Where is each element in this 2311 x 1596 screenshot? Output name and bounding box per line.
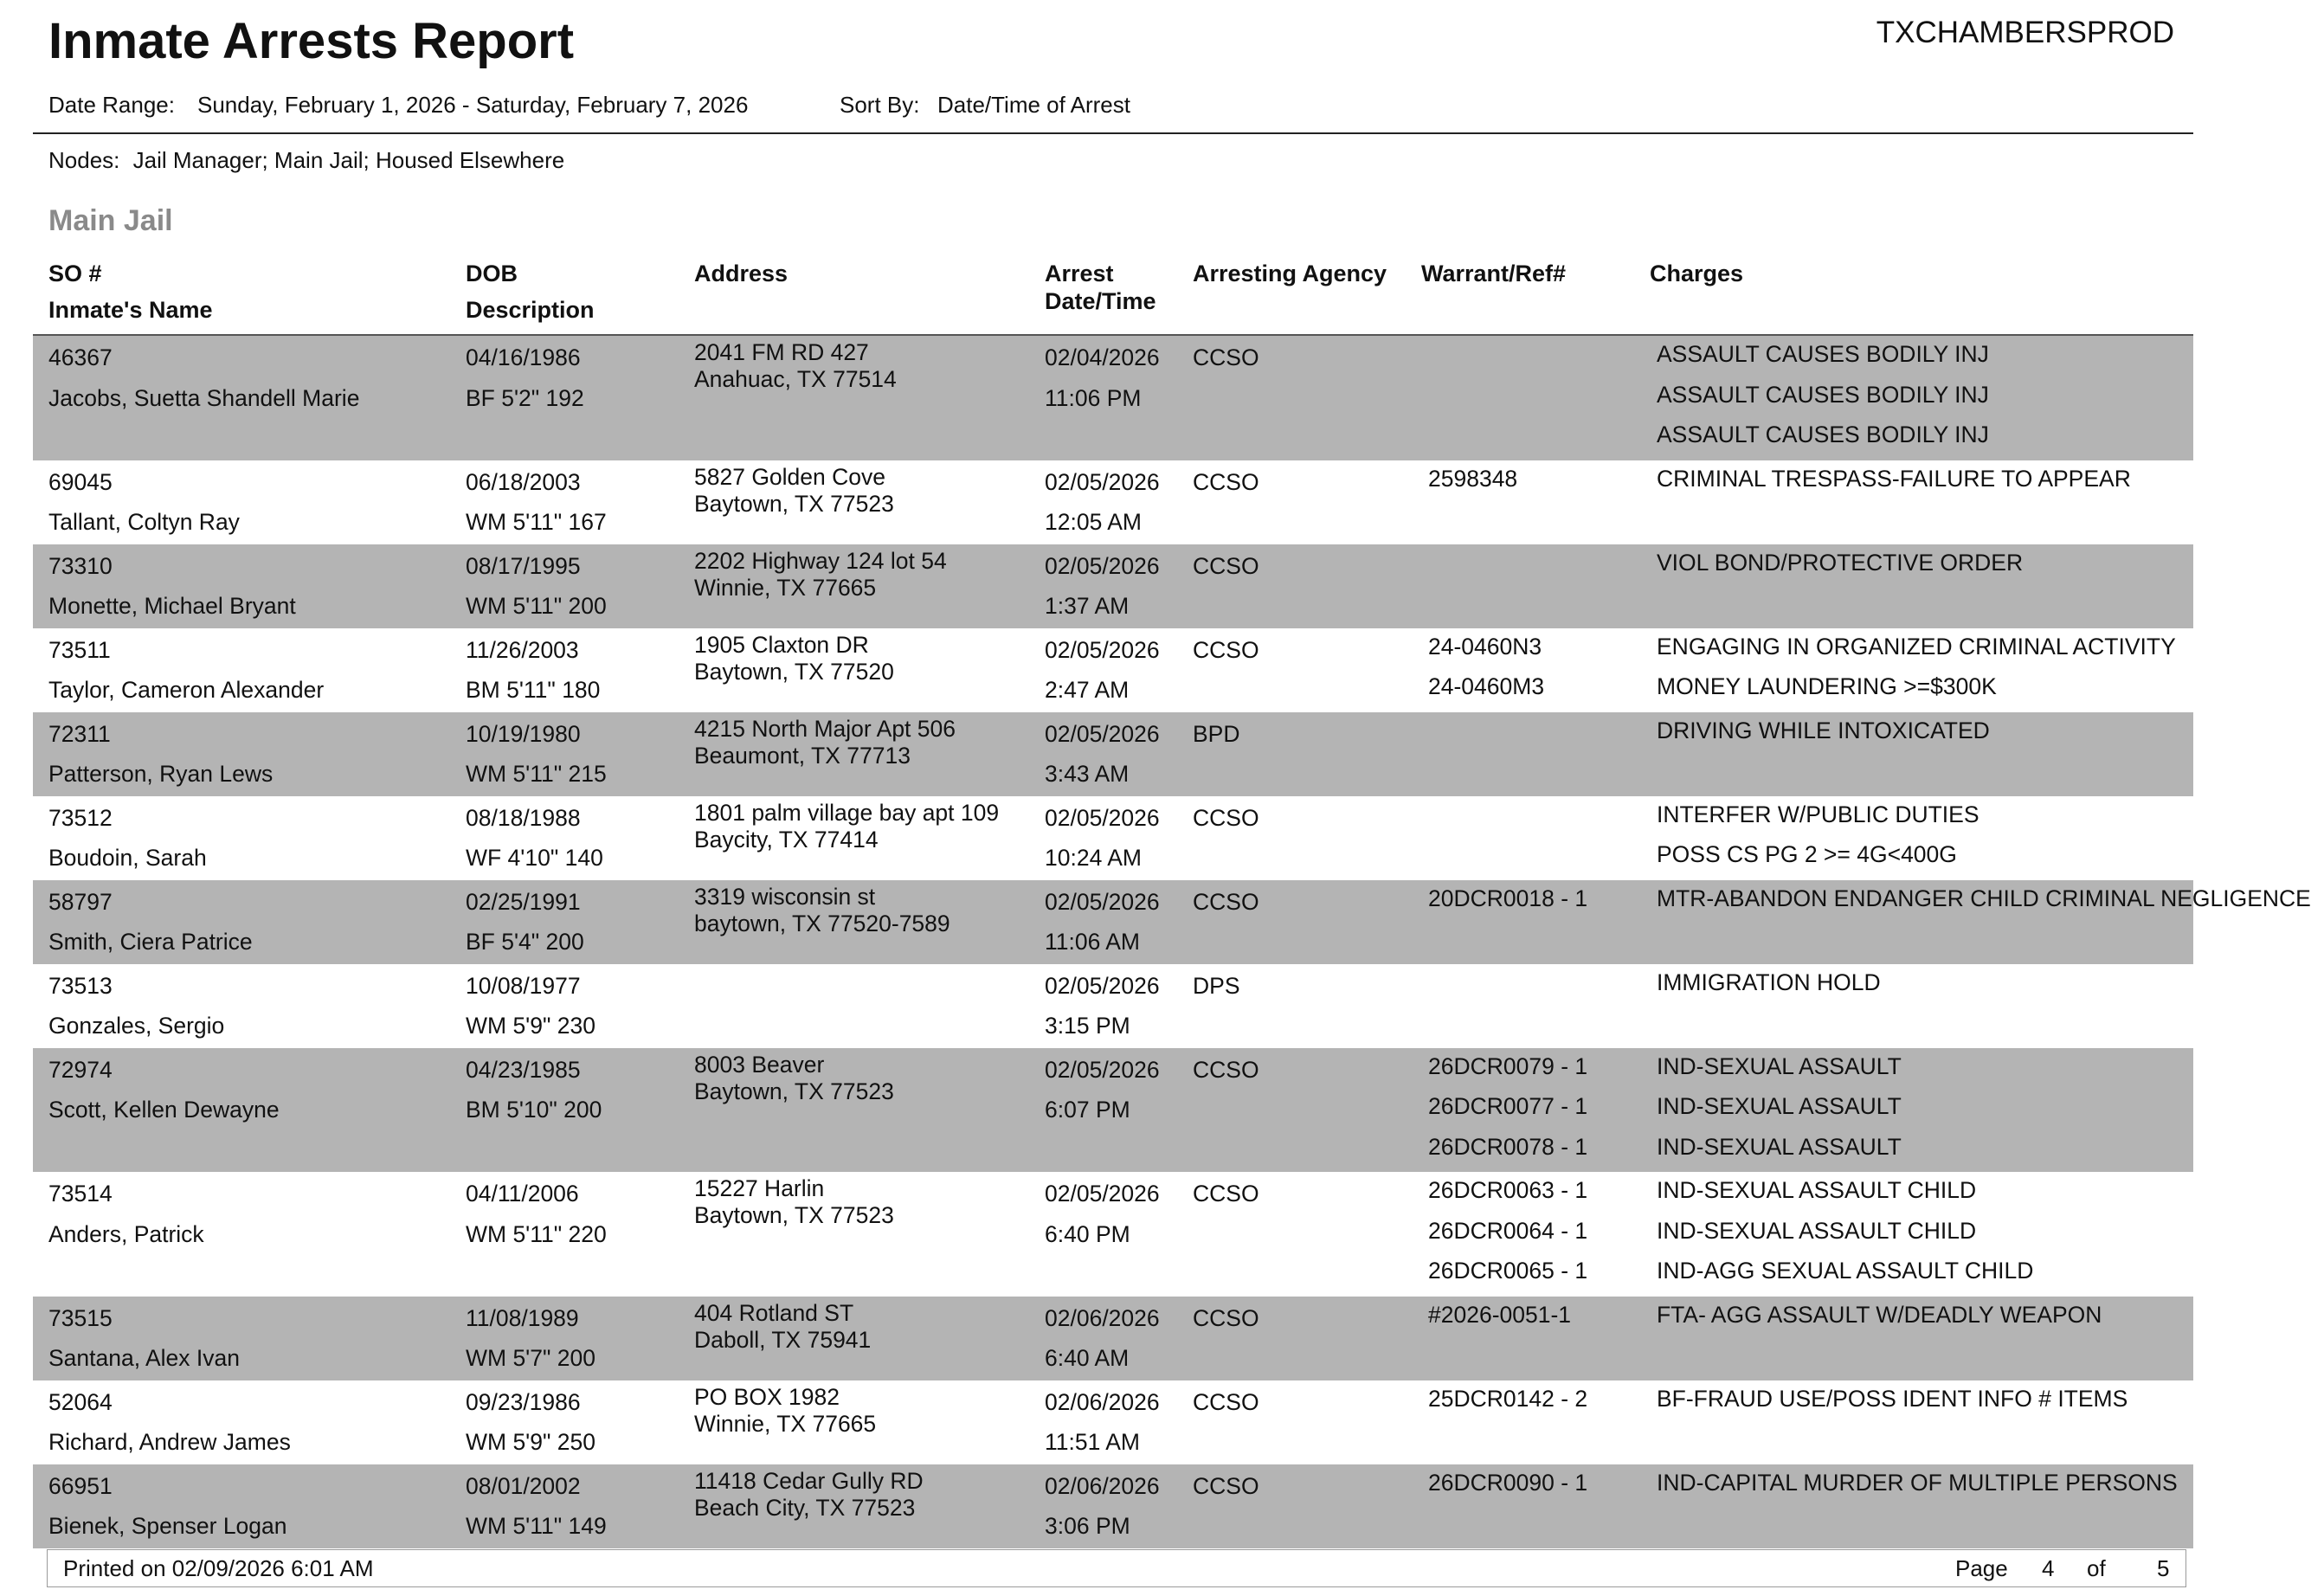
- dob: 11/26/2003: [466, 636, 579, 663]
- inmate-name: Santana, Alex Ivan: [48, 1345, 240, 1371]
- charge: IND-SEXUAL ASSAULT CHILD: [1657, 1177, 1977, 1203]
- dob: 11/08/1989: [466, 1304, 579, 1331]
- charge: POSS CS PG 2 >= 4G<400G: [1657, 841, 1957, 867]
- warrant-ref: 2598348: [1428, 465, 1518, 492]
- table-row: [33, 1380, 2193, 1464]
- address-line2: Baytown, TX 77523: [694, 1202, 894, 1228]
- inmate-name: Tallant, Coltyn Ray: [48, 509, 240, 535]
- table-row: [33, 1048, 2193, 1173]
- warrant-ref: 26DCR0090 - 1: [1428, 1469, 1588, 1496]
- arresting-agency: CCSO: [1193, 888, 1259, 915]
- dob: 09/23/1986: [466, 1388, 581, 1415]
- arresting-agency: CCSO: [1193, 1472, 1259, 1499]
- charge: IND-AGG SEXUAL ASSAULT CHILD: [1657, 1258, 2034, 1284]
- charge: CRIMINAL TRESPASS-FAILURE TO APPEAR: [1657, 465, 2131, 492]
- address-line1: 5827 Golden Cove: [694, 463, 885, 490]
- arrest-date: 02/05/2026: [1045, 972, 1160, 999]
- col-description: Description: [466, 297, 595, 323]
- dob: 02/25/1991: [466, 888, 581, 915]
- arresting-agency: CCSO: [1193, 344, 1259, 370]
- arrest-time: 3:06 PM: [1045, 1513, 1130, 1539]
- arrest-time: 2:47 AM: [1045, 677, 1130, 703]
- so-number: 72311: [48, 720, 111, 747]
- warrant-ref: 24-0460N3: [1428, 633, 1542, 660]
- address-line2: Winnie, TX 77665: [694, 574, 877, 601]
- charge: IMMIGRATION HOLD: [1657, 969, 1881, 995]
- address-line2: Beach City, TX 77523: [694, 1494, 916, 1521]
- warrant-ref: #2026-0051-1: [1428, 1301, 1572, 1328]
- dob: 08/17/1995: [466, 552, 581, 579]
- warrant-ref: 26DCR0079 - 1: [1428, 1052, 1588, 1079]
- warrant-ref: 25DCR0142 - 2: [1428, 1385, 1588, 1412]
- so-number: 69045: [48, 468, 113, 495]
- address-line2: Beaumont, TX 77713: [694, 742, 911, 769]
- table-row: [33, 544, 2193, 628]
- dob: 04/11/2006: [466, 1181, 579, 1207]
- so-number: 73513: [48, 972, 113, 999]
- charge: INTERFER W/PUBLIC DUTIES: [1657, 801, 1979, 827]
- dob: 10/19/1980: [466, 720, 581, 747]
- arresting-agency: CCSO: [1193, 552, 1259, 579]
- col-arresting-agency: Arresting Agency: [1193, 261, 1387, 286]
- so-number: 72974: [48, 1056, 113, 1083]
- charge: MTR-ABANDON ENDANGER CHILD CRIMINAL NEGLIGENCE: [1657, 885, 2311, 911]
- page-footer: [47, 1549, 2186, 1587]
- address-line1: 404 Rotland ST: [694, 1299, 854, 1326]
- address-line1: 4215 North Major Apt 506: [694, 715, 956, 742]
- address-line1: 11418 Cedar Gully RD: [694, 1467, 924, 1494]
- dob: 08/01/2002: [466, 1472, 581, 1499]
- table-row: [33, 628, 2193, 712]
- table-row: [33, 964, 2193, 1048]
- warrant-ref: 26DCR0077 - 1: [1428, 1093, 1588, 1119]
- table-row: [33, 1172, 2193, 1297]
- page-number: 4: [2042, 1555, 2055, 1581]
- arrest-date: 02/05/2026: [1045, 1056, 1160, 1083]
- arrest-date: 02/06/2026: [1045, 1304, 1160, 1331]
- description: WF 4'10" 140: [466, 845, 603, 871]
- arrest-time: 6:07 PM: [1045, 1097, 1130, 1123]
- arrest-time: 6:40 PM: [1045, 1220, 1130, 1247]
- description: WM 5'11" 215: [466, 761, 607, 787]
- arresting-agency: CCSO: [1193, 1056, 1259, 1083]
- warrant-ref: 26DCR0078 - 1: [1428, 1133, 1588, 1160]
- table-row: [33, 1297, 2193, 1380]
- charge: MONEY LAUNDERING >=$300K: [1657, 673, 1997, 699]
- arrest-time: 1:37 AM: [1045, 593, 1130, 619]
- inmate-name: Boudoin, Sarah: [48, 845, 207, 871]
- so-number: 73512: [48, 804, 113, 831]
- sort-by-label: Sort By:: [840, 92, 920, 118]
- address-line2: Anahuac, TX 77514: [694, 366, 897, 392]
- inmate-name: Gonzales, Sergio: [48, 1013, 225, 1039]
- charge: FTA- AGG ASSAULT W/DEADLY WEAPON: [1657, 1301, 2102, 1328]
- arrest-date: 02/05/2026: [1045, 804, 1160, 831]
- warrant-ref: 26DCR0063 - 1: [1428, 1177, 1588, 1203]
- arresting-agency: CCSO: [1193, 636, 1259, 663]
- warrant-ref: 26DCR0065 - 1: [1428, 1258, 1588, 1284]
- arrest-date: 02/04/2026: [1045, 344, 1160, 370]
- warrant-ref: 26DCR0064 - 1: [1428, 1217, 1588, 1244]
- arrest-time: 6:40 AM: [1045, 1345, 1130, 1371]
- warrant-ref: 24-0460M3: [1428, 673, 1545, 699]
- so-number: 73310: [48, 552, 113, 579]
- arrest-time: 3:15 PM: [1045, 1013, 1130, 1039]
- description: WM 5'9" 250: [466, 1429, 595, 1455]
- address-line1: 8003 Beaver: [694, 1051, 825, 1078]
- dob: 06/18/2003: [466, 468, 581, 495]
- col-so: SO #: [48, 261, 102, 286]
- description: WM 5'11" 200: [466, 593, 607, 619]
- printed-on: Printed on 02/09/2026 6:01 AM: [63, 1555, 374, 1581]
- address-line2: Baycity, TX 77414: [694, 826, 879, 853]
- address-line2: Baytown, TX 77523: [694, 490, 894, 517]
- address-line2: Baytown, TX 77523: [694, 1078, 894, 1104]
- charge: ASSAULT CAUSES BODILY INJ: [1657, 381, 1989, 408]
- inmate-name: Monette, Michael Bryant: [48, 593, 296, 619]
- address-line2: baytown, TX 77520-7589: [694, 910, 950, 936]
- charge: IND-SEXUAL ASSAULT: [1657, 1133, 1902, 1160]
- nodes-value: Jail Manager; Main Jail; Housed Elsewhere: [132, 147, 565, 173]
- address-line1: 2202 Highway 124 lot 54: [694, 547, 947, 574]
- so-number: 46367: [48, 344, 113, 370]
- page-label: Page: [1955, 1555, 2008, 1581]
- dob: 04/16/1986: [466, 344, 581, 370]
- arrest-date: 02/05/2026: [1045, 888, 1160, 915]
- charge: ENGAGING IN ORGANIZED CRIMINAL ACTIVITY: [1657, 633, 2176, 660]
- address-line1: 3319 wisconsin st: [694, 883, 876, 910]
- col-arrest-datetime: Date/Time: [1045, 288, 1156, 314]
- so-number: 73515: [48, 1304, 113, 1331]
- so-number: 58797: [48, 888, 113, 915]
- address-line1: 1905 Claxton DR: [694, 631, 869, 658]
- table-row: [33, 336, 2193, 460]
- arrest-time: 3:43 AM: [1045, 761, 1130, 787]
- col-arrest: Arrest: [1045, 261, 1114, 286]
- charge: DRIVING WHILE INTOXICATED: [1657, 717, 1990, 743]
- arrest-time: 11:51 AM: [1045, 1429, 1140, 1455]
- so-number: 52064: [48, 1388, 113, 1415]
- col-warrant: Warrant/Ref#: [1421, 261, 1567, 286]
- address-line1: 2041 FM RD 427: [694, 339, 869, 365]
- description: BM 5'11" 180: [466, 677, 601, 703]
- arrest-date: 02/06/2026: [1045, 1388, 1160, 1415]
- address-line2: Winnie, TX 77665: [694, 1410, 877, 1437]
- arrest-date: 02/06/2026: [1045, 1472, 1160, 1499]
- so-number: 73511: [48, 636, 111, 663]
- arresting-agency: BPD: [1193, 720, 1240, 747]
- arresting-agency: DPS: [1193, 972, 1240, 999]
- charge: IND-SEXUAL ASSAULT CHILD: [1657, 1217, 1977, 1244]
- table-row: [33, 880, 2311, 964]
- arrest-time: 11:06 PM: [1045, 384, 1142, 411]
- table-row: [33, 1464, 2193, 1548]
- arresting-agency: CCSO: [1193, 804, 1259, 831]
- warrant-ref: 20DCR0018 - 1: [1428, 885, 1588, 911]
- arresting-agency: CCSO: [1193, 1304, 1259, 1331]
- address-line1: 15227 Harlin: [694, 1175, 825, 1201]
- col-charges: Charges: [1650, 261, 1744, 286]
- description: BM 5'10" 200: [466, 1097, 602, 1123]
- arresting-agency: CCSO: [1193, 1388, 1259, 1415]
- arrest-time: 11:06 AM: [1045, 929, 1140, 955]
- description: WM 5'11" 149: [466, 1513, 607, 1539]
- charge: IND-CAPITAL MURDER OF MULTIPLE PERSONS: [1657, 1469, 2178, 1496]
- description: WM 5'11" 220: [466, 1220, 607, 1247]
- col-dob: DOB: [466, 261, 518, 286]
- date-range-label: Date Range:: [48, 92, 175, 118]
- col-name: Inmate's Name: [48, 297, 213, 323]
- dob: 08/18/1988: [466, 804, 581, 831]
- description: WM 5'9" 230: [466, 1013, 595, 1039]
- table-row: [33, 712, 2193, 796]
- inmate-name: Jacobs, Suetta Shandell Marie: [48, 384, 360, 411]
- inmate-name: Patterson, Ryan Lews: [48, 761, 274, 787]
- arrest-time: 10:24 AM: [1045, 845, 1142, 871]
- arresting-agency: CCSO: [1193, 1181, 1259, 1207]
- so-number: 73514: [48, 1181, 113, 1207]
- inmate-name: Anders, Patrick: [48, 1220, 204, 1247]
- inmate-name: Taylor, Cameron Alexander: [48, 677, 325, 703]
- nodes-label: Nodes:: [48, 147, 120, 173]
- arrest-date: 02/05/2026: [1045, 1181, 1160, 1207]
- inmate-name: Bienek, Spenser Logan: [48, 1513, 287, 1539]
- charge: IND-SEXUAL ASSAULT: [1657, 1052, 1902, 1079]
- inmate-name: Scott, Kellen Dewayne: [48, 1097, 280, 1123]
- date-range-value: Sunday, February 1, 2026 - Saturday, February 7, 2026: [197, 92, 749, 118]
- system-name: TXCHAMBERSPROD: [1876, 16, 2174, 49]
- so-number: 66951: [48, 1472, 113, 1499]
- arrest-date: 02/05/2026: [1045, 552, 1160, 579]
- of-label: of: [2087, 1555, 2106, 1581]
- charge: VIOL BOND/PROTECTIVE ORDER: [1657, 549, 2024, 576]
- description: WM 5'7" 200: [466, 1345, 595, 1371]
- sort-by-value: Date/Time of Arrest: [937, 92, 1130, 118]
- address-line1: PO BOX 1982: [694, 1383, 840, 1410]
- arrest-date: 02/05/2026: [1045, 636, 1160, 663]
- page-total: 5: [2157, 1555, 2170, 1581]
- dob: 10/08/1977: [466, 972, 581, 999]
- arresting-agency: CCSO: [1193, 468, 1259, 495]
- arrest-date: 02/05/2026: [1045, 468, 1160, 495]
- arrest-time: 12:05 AM: [1045, 509, 1142, 535]
- arrest-date: 02/05/2026: [1045, 720, 1160, 747]
- charge: ASSAULT CAUSES BODILY INJ: [1657, 341, 1989, 367]
- charge: IND-SEXUAL ASSAULT: [1657, 1093, 1902, 1119]
- dob: 04/23/1985: [466, 1056, 581, 1083]
- description: BF 5'4" 200: [466, 929, 584, 955]
- description: BF 5'2" 192: [466, 384, 584, 411]
- inmate-name: Smith, Ciera Patrice: [48, 929, 253, 955]
- charge: BF-FRAUD USE/POSS IDENT INFO # ITEMS: [1657, 1385, 2128, 1412]
- section-title: Main Jail: [48, 204, 173, 237]
- inmate-name: Richard, Andrew James: [48, 1429, 291, 1455]
- col-address: Address: [694, 261, 789, 286]
- description: WM 5'11" 167: [466, 509, 607, 535]
- address-line2: Baytown, TX 77520: [694, 658, 894, 685]
- report-title: Inmate Arrests Report: [48, 13, 575, 69]
- address-line1: 1801 palm village bay apt 109: [694, 799, 1000, 826]
- charge: ASSAULT CAUSES BODILY INJ: [1657, 422, 1989, 447]
- address-line2: Daboll, TX 75941: [694, 1326, 872, 1353]
- table-row: [33, 796, 2193, 880]
- table-row: [33, 460, 2193, 544]
